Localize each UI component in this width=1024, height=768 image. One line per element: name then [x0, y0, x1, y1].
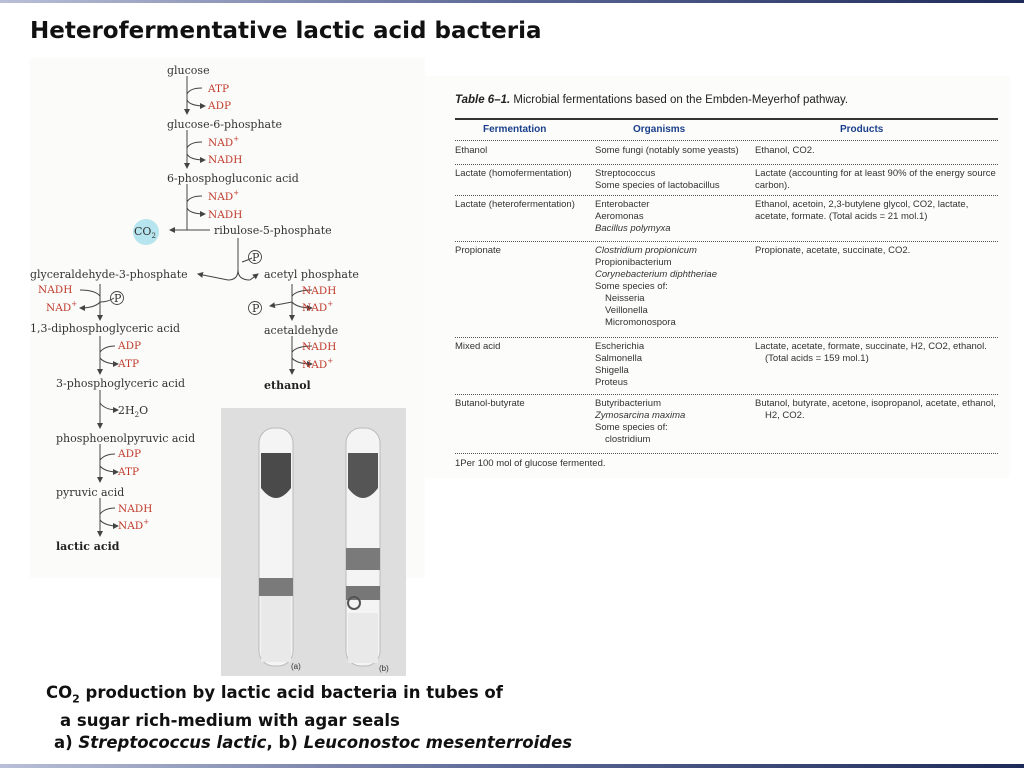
caption-line-3: a) Streptococcus lactic, b) Leuconostoc mesenterroides: [54, 733, 573, 753]
table-row: Lactate (heterofermentation) Enterobacter Aeromonas Bacillus polymyxa Ethanol, acetoin, 2,3-butylene glycol, CO2, lactate, acetate, formate. (Total acids = 21 mol.1): [455, 196, 998, 242]
table-title: Table 6–1. Microbial fermentations based on the Embden-Meyerhof pathway.: [455, 94, 849, 106]
adp-label: ADP: [118, 448, 142, 460]
glucose-label: glucose: [167, 64, 210, 77]
nad-label: NAD+: [302, 300, 334, 314]
tube-b-label: (b): [379, 664, 389, 673]
fermentation-table-panel: [423, 76, 1010, 478]
nad-label: NAD+: [46, 300, 78, 314]
caption-line-1: $CO_2$ production by lactic acid bacteria in tubes of: [46, 683, 503, 706]
table-header: [455, 118, 998, 141]
g6p-label: glucose-6-phosphate: [167, 118, 283, 131]
header-products: Products: [840, 124, 884, 135]
top-accent-bar: [0, 0, 1024, 3]
diphosphoglyceric-label: 1,3-diphosphoglyceric acid: [30, 322, 181, 335]
phosphogluconic-label: 6-phosphogluconic acid: [167, 172, 299, 185]
tube-a-label: (a): [291, 662, 301, 671]
header-fermentation: Fermentation: [483, 124, 547, 135]
lactic-acid-label: lactic acid: [56, 540, 120, 553]
table-row: Butanol-butyrate Butyribacterium Zymosarcina maxima Some species of: clostridium Butanol, butyrate, acetone, isopropanol, acetate, ethanol, H2, CO2.: [455, 395, 998, 454]
bottom-accent-bar: [0, 764, 1024, 768]
ribulose-label: ribulose-5-phosphate: [214, 224, 332, 237]
tubes-illustration: [221, 408, 406, 676]
nadh-label: NADH: [302, 285, 337, 297]
header-organisms: Organisms: [633, 124, 686, 135]
phosphate-label: P: [252, 302, 260, 315]
atp-label: ATP: [118, 466, 140, 478]
tubes-photo: [221, 408, 406, 676]
atp-label: ATP: [118, 358, 140, 370]
table-row: Ethanol Some fungi (notably some yeasts) Ethanol, CO2.: [455, 142, 998, 165]
nad-label: NAD+: [302, 357, 334, 371]
pyruvic-label: pyruvic acid: [56, 486, 125, 499]
adp-label: ADP: [118, 340, 142, 352]
caption-line-2: a sugar rich-medium with agar seals: [60, 711, 400, 731]
nadh-label: NADH: [38, 284, 73, 296]
phosphoglyceric-label: 3-phosphoglyceric acid: [56, 377, 186, 390]
ethanol-label: ethanol: [264, 379, 311, 392]
phosphate-label: P: [252, 251, 260, 264]
table-row: Propionate Clostridium propionicum Propionibacterium Corynebacterium diphtheriae Some species of: Neisseria Veillonella Micromonospora Propionate, acetate, succinate, CO2.: [455, 242, 998, 338]
figure-caption: [46, 682, 572, 754]
phosphate-label: P: [114, 292, 122, 305]
nad-label: NAD+: [208, 189, 240, 203]
pep-label: phosphoenolpyruvic acid: [56, 432, 196, 445]
adp-label: ADP: [208, 100, 232, 112]
g3p-label: glyceraldehyde-3-phosphate: [30, 268, 188, 281]
nadh-label: NADH: [118, 503, 153, 515]
table-row: Mixed acid Escherichia Salmonella Shigella Proteus Lactate, acetate, formate, succinate, H2, CO2, ethanol. (Total acids = 159 mol.1): [455, 338, 998, 395]
acetyl-phosphate-label: acetyl phosphate: [264, 268, 359, 281]
nadh-label: NADH: [208, 154, 243, 166]
table-row: Lactate (homofermentation) Streptococcus Some species of lactobacillus Lactate (accounting for at least 90% of the energy source carbon).: [455, 165, 998, 196]
slide-title: Heterofermentative lactic acid bacteria: [30, 18, 542, 44]
nad-label: NAD+: [208, 135, 240, 149]
water-label: $2H_2O$: [118, 404, 149, 419]
co2-label: $CO_2$: [134, 225, 156, 240]
nad-label: NAD+: [118, 518, 150, 532]
nadh-label: NADH: [302, 341, 337, 353]
nadh-label: NADH: [208, 209, 243, 221]
table-footnote: 1Per 100 mol of glucose fermented.: [455, 458, 606, 469]
acetaldehyde-label: acetaldehyde: [264, 324, 339, 337]
atp-label: ATP: [208, 83, 230, 95]
